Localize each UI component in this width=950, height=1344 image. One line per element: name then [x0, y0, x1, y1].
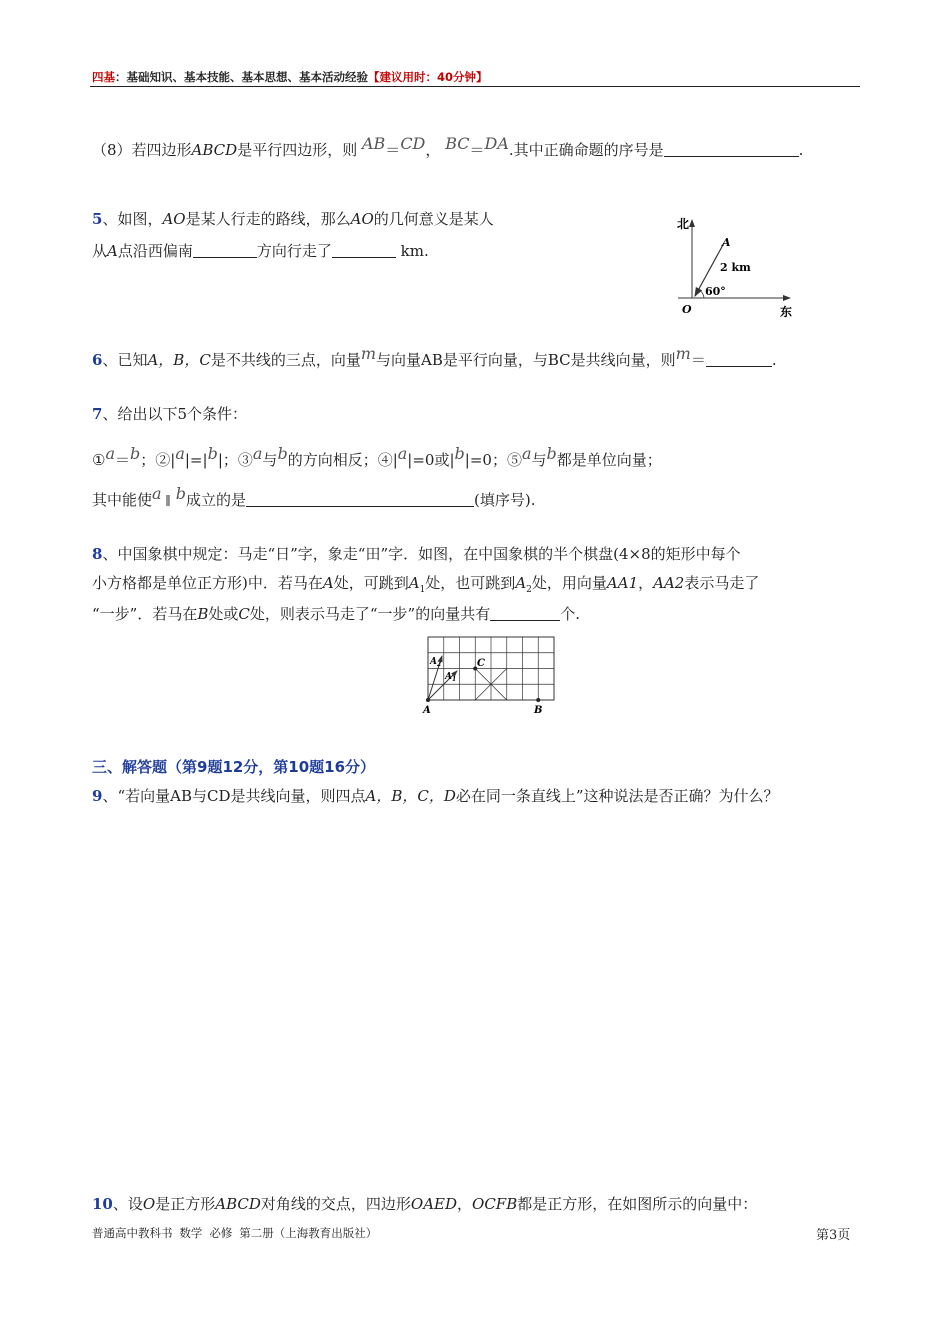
vector-b: b [277, 444, 288, 463]
label-c: C [477, 658, 485, 669]
vector-b: b [546, 444, 557, 463]
vector-ao: AO [162, 210, 186, 228]
q9-line [92, 786, 779, 806]
q10-line [92, 1194, 757, 1214]
square-abcd: ABCD [215, 1195, 261, 1213]
q5-line1 [92, 209, 494, 229]
answer-blank[interactable] [706, 352, 772, 367]
q8-text: 处，也可跳到 [425, 574, 516, 592]
q5-text: 的几何意义是某人 [373, 210, 494, 228]
q8-text: 处，可跳到 [333, 574, 409, 592]
vector-b: b [454, 444, 465, 463]
q8sub-abcd: ABCD [191, 141, 238, 159]
vector-a: a [252, 444, 263, 463]
q7-answer-line [92, 484, 535, 511]
q10-text: 设 [127, 1195, 143, 1213]
q7-text: |=| [184, 451, 208, 469]
q7-text: |=0或| [407, 451, 455, 469]
point-a: A [107, 242, 118, 260]
q8sub-text: 是平行四边形，则 [237, 141, 358, 159]
eq-sign: ＝ [690, 351, 706, 369]
comma: ， [457, 1195, 473, 1213]
question-number: 7 [92, 405, 103, 423]
q8sub-suffix: .其中正确命题的序号是 [508, 141, 664, 159]
num-sep: 、 [112, 1195, 128, 1213]
point-b-dot [536, 698, 540, 702]
q10-text: 对角线的交点，四边形 [260, 1195, 411, 1213]
eq-sign: ＝ [469, 141, 485, 159]
q8-text: 处或 [208, 605, 239, 623]
q8-text: 个. [560, 605, 580, 623]
point-o: O [142, 1195, 156, 1213]
vector-m: m [360, 344, 376, 363]
num-sep: 、 [102, 787, 118, 805]
q8-text: 表示马走了 [684, 574, 760, 592]
answer-blank[interactable] [246, 492, 474, 507]
east-label: 东 [780, 305, 793, 319]
footer-book-title: 普通高中教科书 数学 必修 第二册（上海教育出版社） [92, 1226, 378, 1240]
north-label: 北 [677, 217, 690, 231]
num-sep: 、 [102, 210, 118, 228]
q7-text: 与 [531, 451, 547, 469]
q7-conditions [92, 444, 662, 470]
eq-sign: ＝ [115, 451, 131, 469]
q5-text: 点沿西偏南 [117, 242, 193, 260]
q8-text: 小方格都是单位正方形)中．若马在 [92, 574, 323, 592]
q8sub-prefix: （8）若四边形 [92, 141, 192, 159]
period: . [798, 141, 804, 159]
vector-m: m [675, 344, 691, 363]
question-number: 5 [92, 210, 103, 228]
distance-label: 2 km [720, 261, 751, 274]
point-a: A [322, 574, 334, 592]
vector-aa1: AA1 [606, 574, 639, 592]
q6-text: 已知 [117, 351, 148, 369]
eq-sign: ＝ [385, 141, 401, 159]
q5-text: 方向行走了 [256, 242, 332, 260]
q6-line [92, 344, 777, 370]
label-b: B [534, 705, 543, 715]
answer-blank[interactable] [664, 142, 799, 157]
subscript: 1 [419, 585, 426, 595]
q8-text: “一步”．若马在 [92, 605, 198, 623]
q7-text: 其中能使 [92, 491, 153, 509]
q9-text: 必在同一条直线上”这种说法是否正确？为什么？ [455, 787, 779, 805]
parallel-sign: ∥ [165, 494, 171, 508]
comma: ， [425, 141, 441, 159]
square-oaed: OAED [410, 1195, 457, 1213]
vector-b: b [207, 444, 218, 463]
label-a2: $A_2$ [430, 657, 442, 668]
q10-text: 是正方形 [155, 1195, 216, 1213]
direction-blank[interactable] [193, 243, 257, 258]
vector-b: b [175, 484, 186, 503]
point-a2: A [515, 574, 527, 592]
point-a-dot [426, 698, 430, 702]
vector-a: a [152, 484, 162, 503]
q8-line1 [92, 544, 741, 564]
angle-arc [699, 290, 704, 298]
q8-sub-item [92, 134, 803, 160]
num-sep: 、 [102, 351, 118, 369]
header-text: ：基础知识、基本技能、基本思想、基本活动经验 [115, 70, 368, 84]
question-number: 10 [92, 1195, 113, 1213]
vector-cd: CD [400, 134, 426, 153]
section-title: 三、解答题（第9题12分，第10题16分） [92, 758, 376, 776]
q7-text: ；②| [140, 451, 176, 469]
q7-text: (填序号). [473, 491, 536, 509]
q5-line2 [92, 241, 429, 261]
vector-da: DA [484, 134, 509, 153]
q6-text: 与向量AB是平行向量，与BC是共线向量，则 [376, 351, 676, 369]
vector-aa2: AA2 [653, 574, 685, 592]
points-abc: A，B，C [147, 351, 211, 369]
distance-blank[interactable] [332, 243, 396, 258]
q7-text: 与 [262, 451, 278, 469]
vector-a: a [175, 444, 185, 463]
board-grid [428, 637, 554, 700]
point-c: C [238, 605, 250, 623]
unit-km: km. [400, 242, 429, 260]
q8-line2 [92, 573, 759, 600]
q10-text: 都是正方形，在如图所示的向量中： [517, 1195, 758, 1213]
q6-text: 是不共线的三点，向量 [210, 351, 361, 369]
vector-b: b [130, 444, 141, 463]
page-number: 第3页 [816, 1228, 851, 1243]
angle-label: 60° [705, 285, 726, 298]
num-sep: 、 [102, 545, 118, 563]
question-number: 9 [92, 787, 103, 805]
q5-text: 从 [92, 242, 108, 260]
vector-ab: AB [361, 134, 386, 153]
label-a1: $A_1$ [445, 672, 457, 683]
page-header [92, 69, 488, 85]
vector-a: a [105, 444, 115, 463]
question-number: 6 [92, 351, 103, 369]
q8-text: 中国象棋中规定：马走“日”字，象走“田”字．如图，在中国象棋的半个棋盘(4×8的矩形中每个 [117, 545, 741, 563]
q9-text: “若向量AB与CD是共线向量，则四点 [117, 787, 366, 805]
q8-line3 [92, 604, 580, 624]
vector-bc: BC [445, 134, 470, 153]
period: . [771, 351, 777, 369]
header-label: 四基 [92, 70, 115, 84]
origin-label: O [682, 303, 692, 316]
square-ocfb: OCFB [472, 1195, 518, 1213]
q5-direction-figure [668, 212, 798, 322]
point-a-label: A [722, 236, 731, 249]
q5-text: 如图， [117, 210, 163, 228]
comma: ， [638, 574, 654, 592]
q7-text: |；③ [217, 451, 253, 469]
points-abcd: A，B，C，D [365, 787, 456, 805]
vector-a: a [397, 444, 408, 463]
point-b: B [197, 605, 209, 623]
q7-title [92, 404, 247, 424]
q7-text: |=0；⑤ [464, 451, 522, 469]
q7-text: 的方向相反；④| [287, 451, 398, 469]
q7-text: 都是单位向量； [556, 451, 662, 469]
num-sep: 、 [102, 405, 118, 423]
answer-blank[interactable] [490, 606, 560, 621]
q8-text: 处，用向量 [531, 574, 607, 592]
q5-text: 是某人行走的路线，那么 [185, 210, 351, 228]
q7-text: 成立的是 [185, 491, 246, 509]
header-time: 【建议用时：40分钟】 [368, 70, 488, 84]
q8-chessboard-figure [420, 633, 562, 715]
vector-ao: AO [350, 210, 374, 228]
subscript: 2 [526, 585, 532, 595]
q7-title-text: 给出以下5个条件： [117, 405, 247, 423]
circled-one: ① [92, 451, 106, 469]
label-a: A [423, 705, 431, 715]
q8-text: 处，则表示马走了“一步”的向量共有 [249, 605, 491, 623]
vector-a: a [521, 444, 532, 463]
question-number: 8 [92, 545, 103, 563]
point-a1: A [408, 574, 420, 592]
header-divider [90, 86, 860, 87]
